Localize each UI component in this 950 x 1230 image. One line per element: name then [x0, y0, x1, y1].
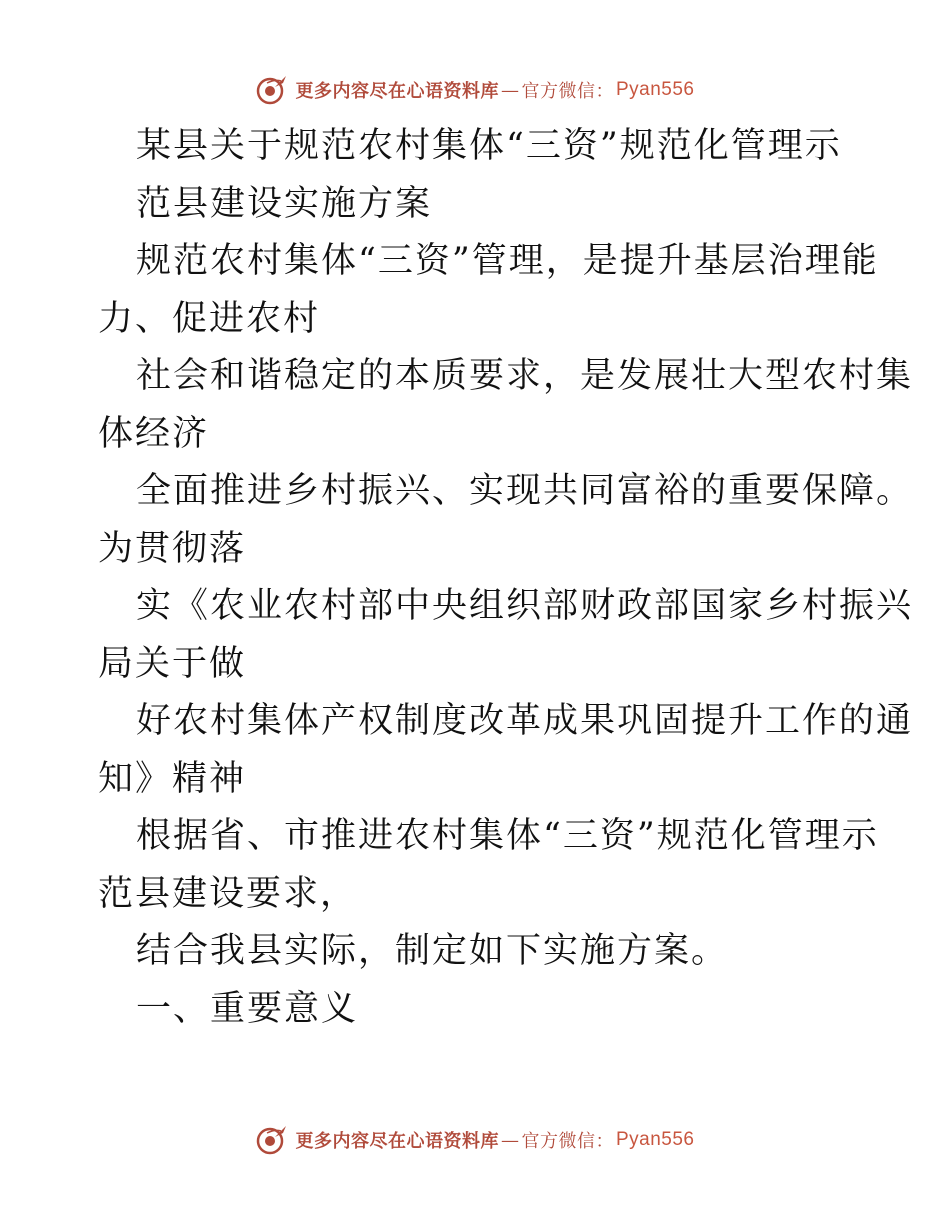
paragraph-line: 范县建设要求，: [98, 873, 358, 914]
paragraph-line: 社会和谐稳定的本质要求，是发展壮大型农村集: [136, 356, 914, 396]
quill-logo-icon: [255, 73, 289, 107]
watermark-dash: —: [500, 79, 520, 101]
watermark-wechat-id: Pyan556: [615, 1129, 695, 1150]
paragraph-line: 为贯彻落: [98, 528, 247, 569]
paragraph-line: 力、促进农村: [98, 298, 321, 339]
watermark-text: 更多内容尽在心语资料库: [295, 1131, 499, 1152]
footer-watermark: [0, 1120, 950, 1160]
title-line-2: 范县建设实施方案: [136, 183, 433, 224]
paragraph-line: 体经济: [98, 413, 210, 454]
paragraph-line: 结合我县实际，制定如下实施方案。: [136, 931, 729, 971]
paragraph-line: 好农村集体产权制度改革成果巩固提升工作的通: [136, 701, 914, 741]
watermark-wechat-id: Pyan556: [615, 79, 695, 100]
quill-logo-icon: [255, 1123, 289, 1157]
title-line-1: 某县关于规范农村集体“三资”规范化管理示: [136, 126, 842, 166]
paragraph-line: 全面推进乡村振兴、实现共同富裕的重要保障。: [136, 471, 914, 511]
watermark-wechat-label: 官方微信：: [521, 81, 614, 102]
section-heading: 一、重要意义: [136, 988, 359, 1029]
watermark-text: 更多内容尽在心语资料库: [295, 81, 499, 102]
watermark-wechat-label: 官方微信：: [521, 1131, 614, 1152]
paragraph-line: 实《农业农村部中央组织部财政部国家乡村振兴: [136, 586, 914, 626]
paragraph-line: 根据省、市推进农村集体“三资”规范化管理示: [136, 816, 879, 856]
header-watermark: [0, 70, 950, 110]
watermark-dash: —: [500, 1129, 520, 1151]
paragraph-line: 局关于做: [98, 643, 247, 684]
paragraph-line: 知》精神: [98, 758, 247, 799]
document-body: [98, 118, 914, 1038]
paragraph-line: 规范农村集体“三资”管理，是提升基层治理能: [136, 241, 879, 281]
